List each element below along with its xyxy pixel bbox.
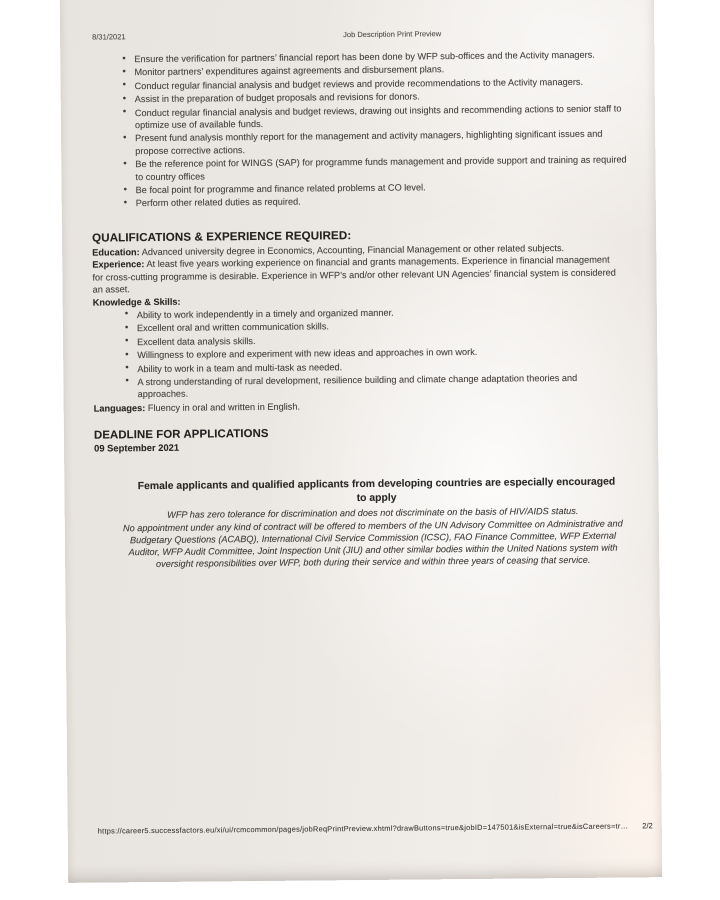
duty-item: • Assist in the preparation of budget proposals and revisions for donors. bbox=[122, 89, 627, 106]
experience-text: At least five years working experience on financial and grants managements. Experience in financial management for cross-cutting programme is desirable. Experience in WFP’s and/or other relevant UN Agencies’ financial system is considered an asset. bbox=[92, 254, 616, 295]
languages-text: Fluency in oral and written in English. bbox=[145, 401, 301, 413]
deadline-date: 09 September 2021 bbox=[94, 441, 180, 454]
print-footer bbox=[98, 821, 653, 835]
notice-appointment-paragraph: No appointment under any kind of contract will be offered to members of the UN Advisory Committee on Administrative and Budgetary Questions (ACABQ), International Civil Service Commission (ICSC), FAO Finance Committee, WFP External Auditor, WFP Audit Committee, Joint Inspection Unit (JIU) and other similar bodies within the United Nations system with oversight responsibilities over WFP, both during their service and within three years of ceasing that service. bbox=[122, 518, 623, 570]
skill-item: • Excellent oral and written communication skills. bbox=[124, 318, 629, 335]
duties-list bbox=[90, 48, 627, 210]
print-title: Job Description Print Preview bbox=[343, 29, 442, 40]
document-page bbox=[60, 0, 662, 883]
duty-item: • Be the reference point for WINGS (SAP) for programme funds management and provide support and training as required to country offices bbox=[122, 154, 627, 184]
education-label: Education: bbox=[92, 246, 140, 258]
experience-label: Experience: bbox=[92, 259, 145, 270]
duty-item: • Conduct regular financial analysis and budget reviews, drawing out insights and recommending actions to senior staff to optimize use of available funds. bbox=[122, 102, 627, 132]
skill-item: • Ability to work independently in a timely and organized manner. bbox=[124, 304, 629, 321]
skill-item: • Willingness to explore and experiment with new ideas and approaches in own work. bbox=[124, 345, 629, 362]
notice-zero-tolerance-line: WFP has zero tolerance for discrimination and does not discriminate on the basis of HIV/AIDS status. bbox=[167, 506, 579, 521]
duty-item: • Ensure the verification for partners’ financial report has been done by WFP sub-offices and the Activity managers. bbox=[121, 48, 626, 65]
equal-opportunity-notice bbox=[94, 476, 631, 571]
skill-item: • Ability to work in a team and multi-task as needed. bbox=[124, 358, 629, 375]
skill-item: • Excellent data analysis skills. bbox=[124, 331, 629, 348]
experience-line bbox=[92, 254, 620, 296]
footer-url: https://career5.successfactors.eu/xi/ui/rcmcommon/pages/jobReqPrintPreview.xhtml?drawButtons=true&jobID=147501&isExternal=true&isCareers=tr… bbox=[97, 821, 629, 836]
deadline-heading: DEADLINE FOR APPLICATIONS bbox=[93, 428, 269, 442]
qualifications-heading: QUALIFICATIONS & EXPERIENCE REQUIRED: bbox=[92, 228, 352, 245]
print-date: 8/31/2021 bbox=[92, 32, 126, 42]
knowledge-skills-label: Knowledge & Skills: bbox=[92, 296, 181, 308]
print-header bbox=[90, 27, 626, 43]
notice-heading: Female applicants and qualified applicants from developing countries are especially encouraged to apply bbox=[137, 476, 616, 504]
duty-item: • Present fund analysis monthly report for the management and activity managers, highlighting significant issues and propose corrective actions. bbox=[122, 128, 627, 158]
skill-item: • A strong understanding of rural development, resilience building and climate change adaptation theories and approaches. bbox=[124, 371, 629, 401]
languages-label: Languages: bbox=[93, 402, 146, 414]
page-indicator: 2/2 bbox=[642, 821, 653, 831]
duty-item: • Perform other related duties as required. bbox=[123, 193, 628, 210]
page-content bbox=[60, 0, 662, 883]
education-text: Advanced university degree in Economics, Accounting, Financial Management or other related subjects. bbox=[139, 242, 565, 257]
duty-item: • Be focal point for programme and finance related problems at CO level. bbox=[123, 179, 628, 196]
duty-item: • Monitor partners’ expenditures against agreements and disbursement plans. bbox=[121, 62, 626, 79]
duty-item: • Conduct regular financial analysis and budget reviews and provide recommendations to the Activity managers. bbox=[122, 75, 627, 92]
skills-list bbox=[93, 304, 630, 401]
